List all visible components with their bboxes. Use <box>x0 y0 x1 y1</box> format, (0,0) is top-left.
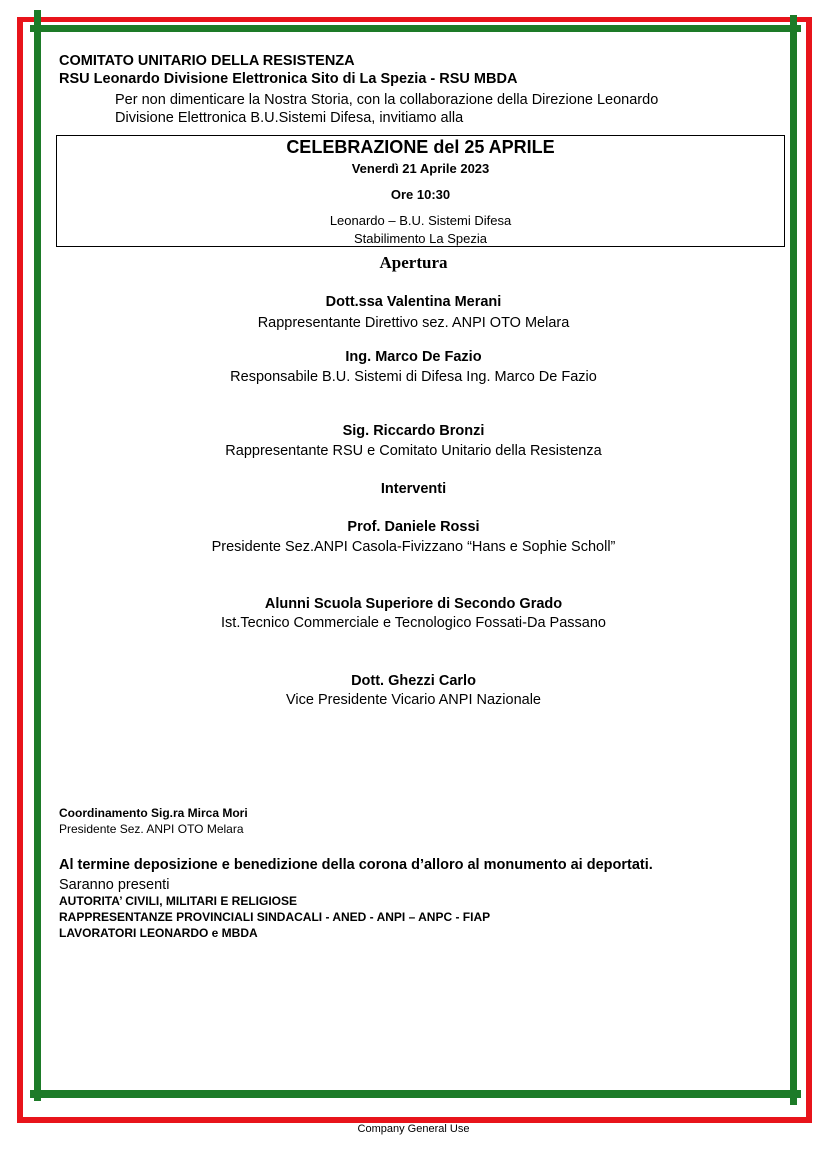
event-time: Ore 10:30 <box>390 187 451 202</box>
speaker-1-role: Rappresentante Direttivo sez. ANPI OTO Melara <box>257 315 570 331</box>
coordinator-role: Presidente Sez. ANPI OTO Melara <box>59 822 244 836</box>
event-place-2: Stabilimento La Spezia <box>354 231 487 246</box>
speaker-1-name: Dott.ssa Valentina Merani <box>325 294 502 310</box>
attendee-3: LAVORATORI LEONARDO e MBDA <box>59 926 258 940</box>
speaker-3-name: Sig. Riccardo Bronzi <box>342 423 485 439</box>
green-frame-bottom <box>30 1090 801 1098</box>
section-apertura: Apertura <box>379 253 448 272</box>
speaker-5-name: Alunni Scuola Superiore di Secondo Grado <box>264 596 563 612</box>
speaker-3-role: Rappresentante RSU e Comitato Unitario della Resistenza <box>225 443 602 459</box>
attendance-intro: Saranno presenti <box>59 877 170 893</box>
event-place-1: Leonardo – B.U. Sistemi Difesa <box>329 213 512 228</box>
attendee-1: AUTORITA’ CIVILI, MILITARI E RELIGIOSE <box>59 894 298 908</box>
speaker-6-role: Vice Presidente Vicario ANPI Nazionale <box>286 692 541 708</box>
red-frame-top <box>17 17 812 22</box>
intro-line-2: Divisione Elettronica B.U.Sistemi Difesa, invitiamo alla <box>115 110 464 126</box>
event-date: Venerdì 21 Aprile 2023 <box>351 161 490 176</box>
speaker-5-role: Ist.Tecnico Commerciale e Tecnologico Fossati-Da Passano <box>221 615 606 631</box>
closing-note: Al termine deposizione e benedizione della corona d’alloro al monumento ai deportati. <box>59 857 653 873</box>
coordinator-name: Coordinamento Sig.ra Mirca Mori <box>59 806 248 820</box>
event-title: CELEBRAZIONE del 25 APRILE <box>286 137 555 157</box>
speaker-2-name: Ing. Marco De Fazio <box>345 349 482 365</box>
attendee-2: RAPPRESENTANZE PROVINCIALI SINDACALI - ANED - ANPI – ANPC - FIAP <box>59 910 491 924</box>
rsu-line: RSU Leonardo Divisione Elettronica Sito di La Spezia - RSU MBDA <box>59 71 518 87</box>
speaker-6-name: Dott. Ghezzi Carlo <box>351 673 476 689</box>
section-interventi: Interventi <box>380 481 447 497</box>
speaker-4-role: Presidente Sez.ANPI Casola-Fivizzano “Hans e Sophie Scholl” <box>211 539 616 555</box>
committee-title: COMITATO UNITARIO DELLA RESISTENZA <box>59 53 355 69</box>
green-frame-left <box>34 10 41 1101</box>
intro-line-1: Per non dimenticare la Nostra Storia, con la collaborazione della Direzione Leonardo <box>115 92 659 108</box>
red-frame-left <box>17 17 23 1123</box>
red-frame-right <box>806 17 812 1123</box>
speaker-4-name: Prof. Daniele Rossi <box>347 519 480 535</box>
classification-label: Company General Use <box>357 1123 470 1135</box>
green-frame-top <box>30 25 801 32</box>
green-frame-right <box>790 15 797 1105</box>
speaker-2-role: Responsabile B.U. Sistemi di Difesa Ing. Marco De Fazio <box>230 369 597 385</box>
